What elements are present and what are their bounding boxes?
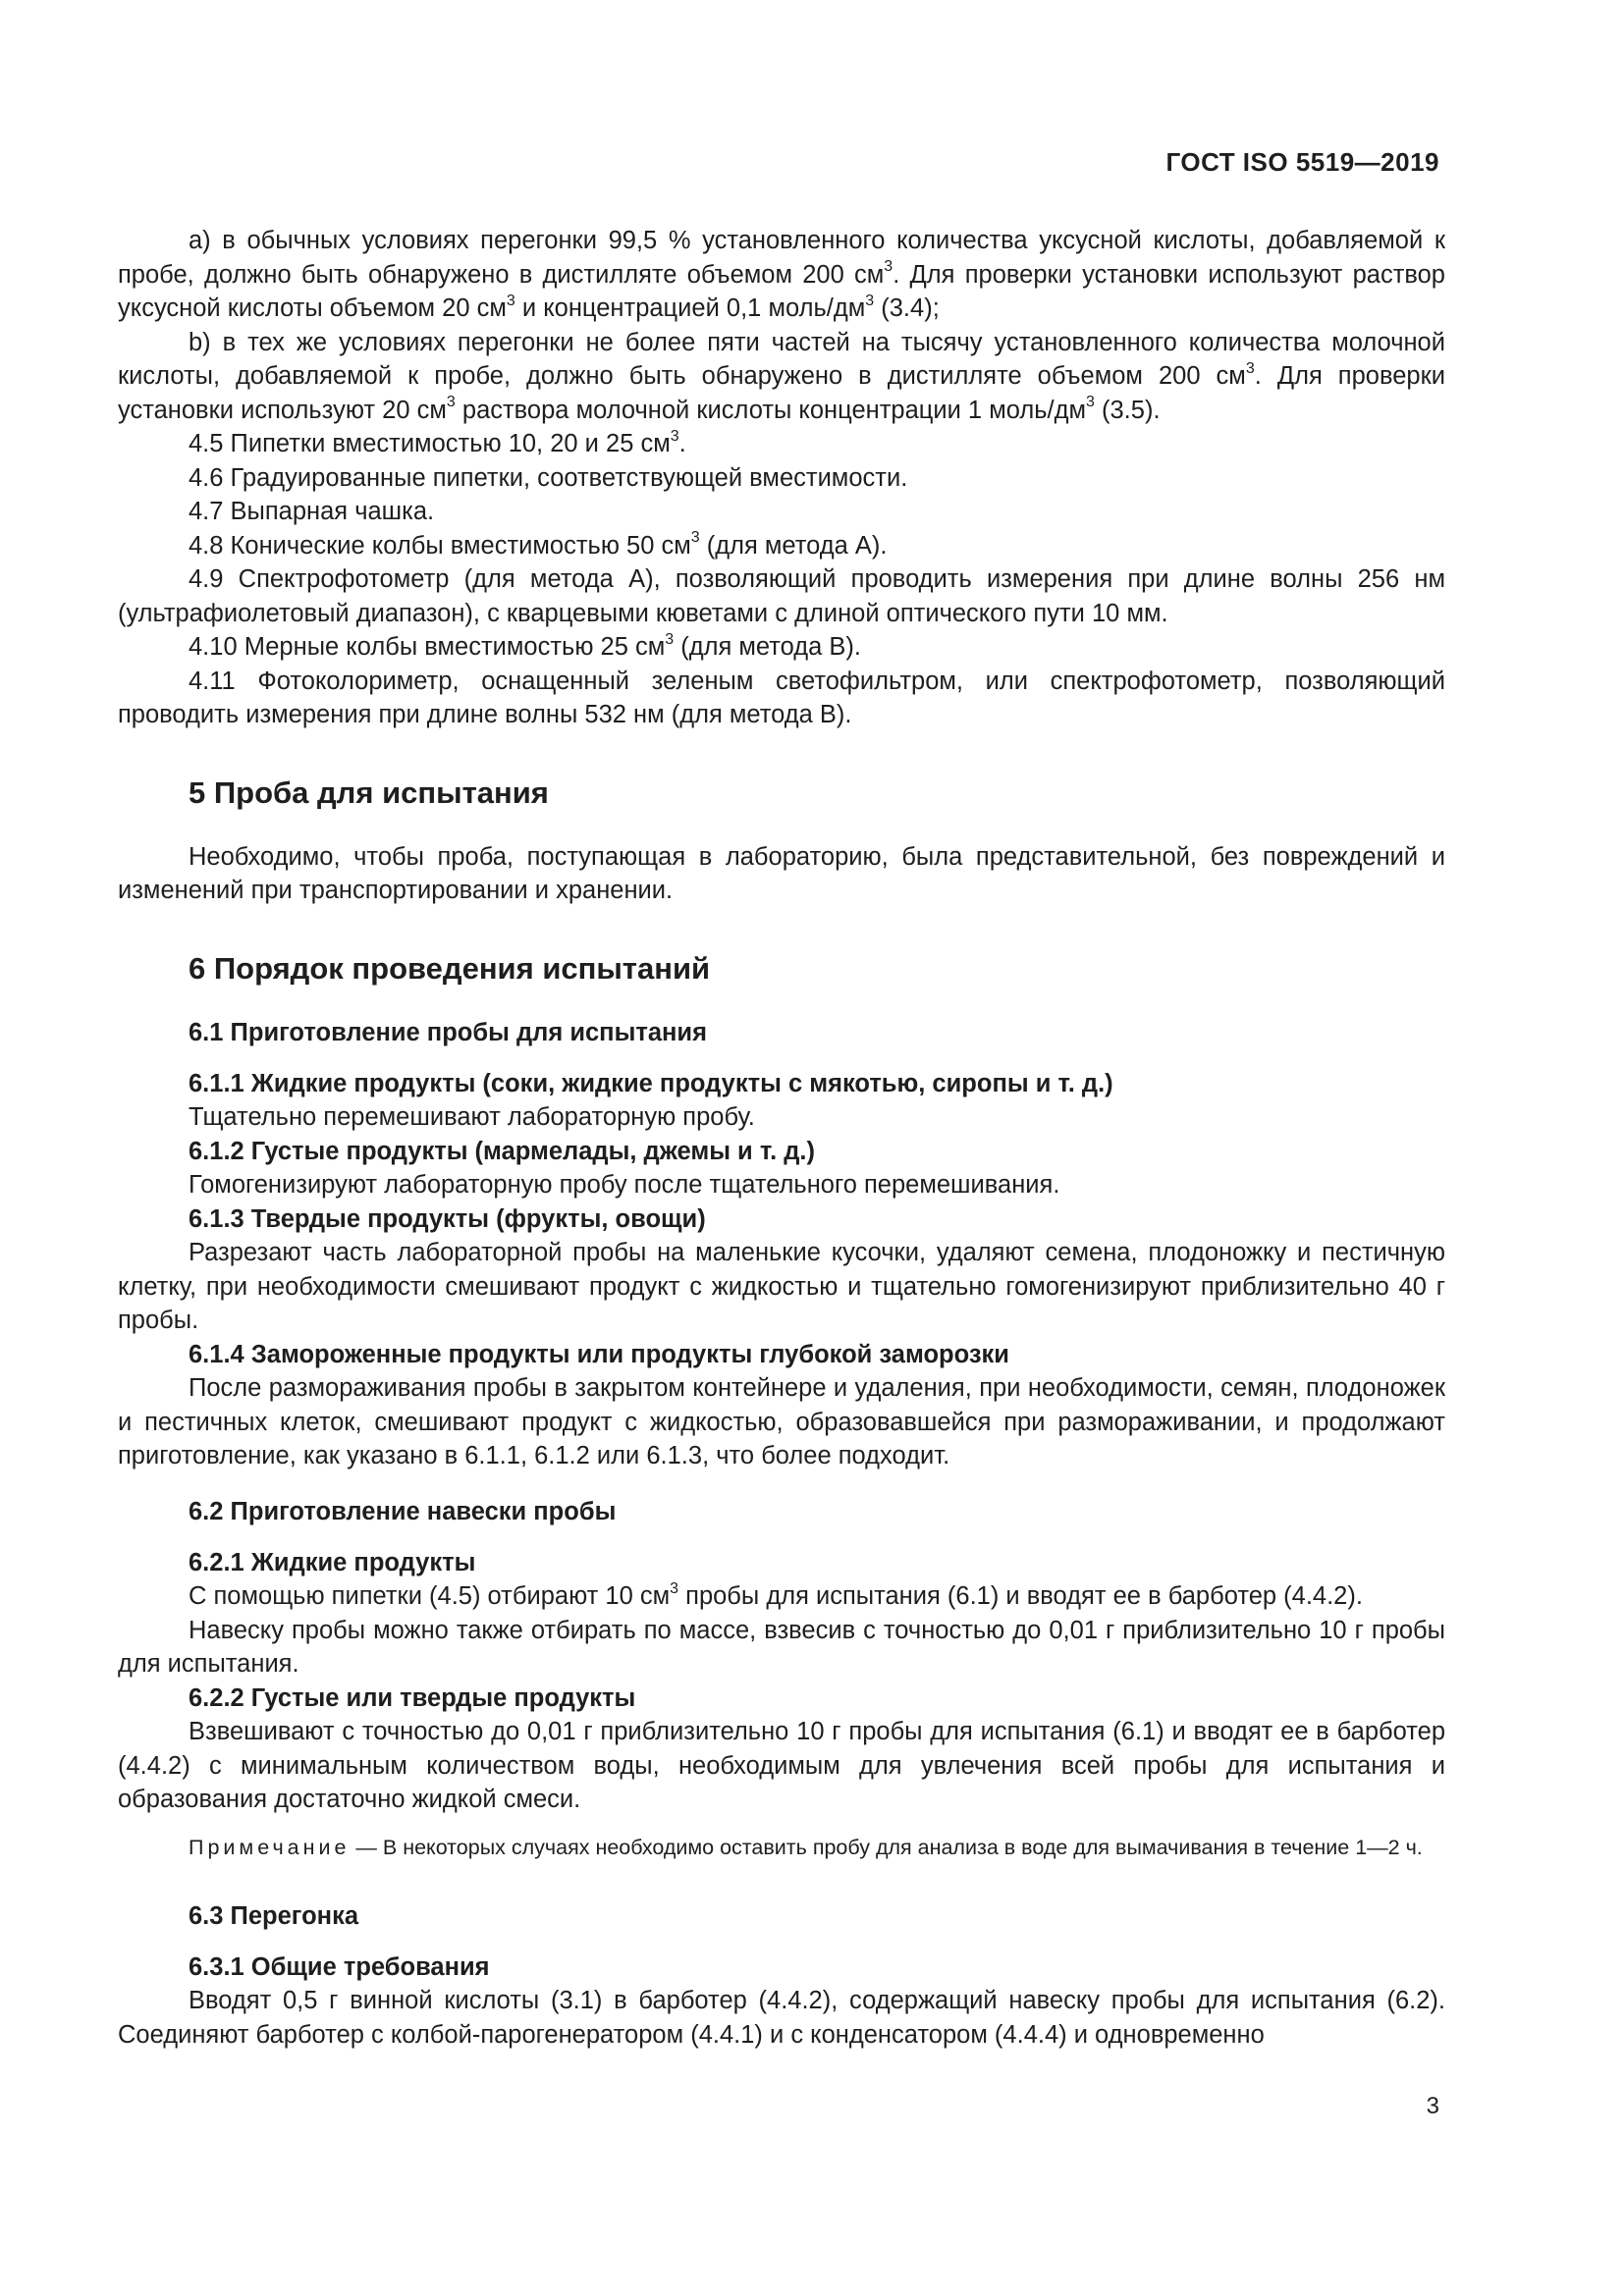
subsection-6-2-2-text: Взвешивают с точностью до 0,01 г приблизительно 10 г пробы для испытания (6.1) и вводят ее в барботер (4.4.2) с минимальным количеством воды, необходимым для увлечения всей пробы для испытания и образования достаточно жидкой смеси. [118,1718,1445,1813]
paragraph-4-9: 4.9 Спектрофотометр (для метода А), позволяющий проводить измерения при длине волны 256 нм (ультрафиолетовый диапазон), с кварцевыми кюветами с длиной оптического пути 10 мм. [118,565,1445,627]
document-body [118,224,1445,2052]
subsection-6-3-1-text: Вводят 0,5 г винной кислоты (3.1) в барботер (4.4.2), содержащий навеску пробы для испытания (6.2). Соединяют барботер с колбой-парогенератором (4.4.1) и с конденсатором (4.4.4) и одновременно [118,1987,1445,2049]
subsection-6-3-title: 6.3 Перегонка [189,1901,359,1930]
subsection-6-1-4-title: 6.1.4 Замороженные продукты или продукты глубокой заморозки [189,1340,1009,1368]
paragraph-4-8: 4.8 Конические колбы вместимостью 50 $см^3$ (для метода А). [189,529,888,560]
subsection-6-2-title: 6.2 Приготовление навески пробы [189,1497,617,1525]
subsection-6-2-1-text: С помощью пипетки (4.5) отбирают 10 $см^3$ пробы для испытания (6.1) и вводят ее в барботер (4.4.2). [189,1579,1363,1610]
paragraph-4-7: 4.7 Выпарная чашка. [189,498,435,525]
document-code-header: ГОСТ ISO 5519—2019 [1165,147,1439,177]
paragraph-4-6: 4.6 Градуированные пипетки, соответствующей вместимости. [189,463,908,492]
subsection-6-3-1-title: 6.3.1 Общие требования [189,1952,490,1981]
section-5-text: Необходимо, чтобы проба, поступающая в лабораторию, была представительной, без повреждений и изменений при транспортировании и хранении. [118,842,1445,904]
section-5-title: 5 Проба для испытания [189,774,549,810]
subsection-6-1-1-text: Тщательно перемешивают лабораторную пробу. [189,1103,755,1131]
subsection-6-1-2-title: 6.1.2 Густые продукты (мармелады, джемы и т. д.) [189,1137,815,1165]
paragraph-item-b: b) в тех же условиях перегонки не более пяти частей на тысячу установленного количества молочной кислоты, добавляемой к пробе, должно быть обнаружено в дистилляте объемом 200 $см^3$. Для проверки установки используют 20 $см^3$ раствора молочной кислоты концентрации 1 моль/$дм^3$ (3.5). [118,328,1445,424]
subsection-6-1-2-text: Гомогенизируют лабораторную пробу после тщательного перемешивания. [189,1171,1060,1199]
note-text: — В некоторых случаях необходимо оставить пробу для анализа в воде для вымачивания в течение 1—2 ч. [350,1835,1423,1859]
page-number: 3 [1426,2093,1439,2119]
section-6-title: 6 Порядок проведения испытаний [189,950,711,986]
subsection-6-1-1-title: 6.1.1 Жидкие продукты (соки, жидкие продукты с мякотью, сиропы и т. д.) [189,1069,1113,1097]
paragraph-4-5: 4.5 Пипетки вместимостью 10, 20 и 25 $см^3$. [189,427,686,457]
subsection-6-2-1-text-b: Навеску пробы можно также отбирать по массе, взвесив с точностью до 0,01 г приблизительно 10 г пробы для испытания. [118,1616,1445,1678]
paragraph-4-11: 4.11 Фотоколориметр, оснащенный зеленым светофильтром, или спектрофотометр, позволяющий проводить измерения при длине волны 532 нм (для метода В). [118,667,1445,728]
note-label: Примечание [189,1835,351,1859]
subsection-6-2-1-title: 6.2.1 Жидкие продукты [189,1548,476,1576]
subsection-6-1-3-text: Разрезают часть лабораторной пробы на маленькие кусочки, удаляют семена, плодоножку и пестичную клетку, при необходимости смешивают продукт с жидкостью и тщательно гомогенизируют приблизительно 40 г пробы. [118,1239,1445,1334]
note [118,1833,1445,1862]
paragraph-4-10: 4.10 Мерные колбы вместимостью 25 $см^3$ (для метода В). [189,630,862,661]
subsection-6-1-3-title: 6.1.3 Твердые продукты (фрукты, овощи) [189,1204,706,1233]
subsection-6-1-title: 6.1 Приготовление пробы для испытания [189,1018,707,1046]
subsection-6-1-4-text: После размораживания пробы в закрытом контейнере и удаления, при необходимости, семян, плодоножек и пестичных клеток, смешивают продукт с жидкостью, образовавшейся при размораживании, и продолжают приготовление, как указано в 6.1.1, 6.1.2 или 6.1.3, что более подходит. [118,1374,1445,1469]
paragraph-item-a: а) в обычных условиях перегонки 99,5 % установленного количества уксусной кислоты, добавляемой к пробе, должно быть обнаружено в дистилляте объемом 200 $см^3$. Для проверки установки используют раствор уксусной кислоты объемом 20 $см^3$ и концентрацией 0,1 моль/$дм^3$ (3.4); [118,227,1445,322]
subsection-6-2-2-title: 6.2.2 Густые или твердые продукты [189,1683,636,1712]
